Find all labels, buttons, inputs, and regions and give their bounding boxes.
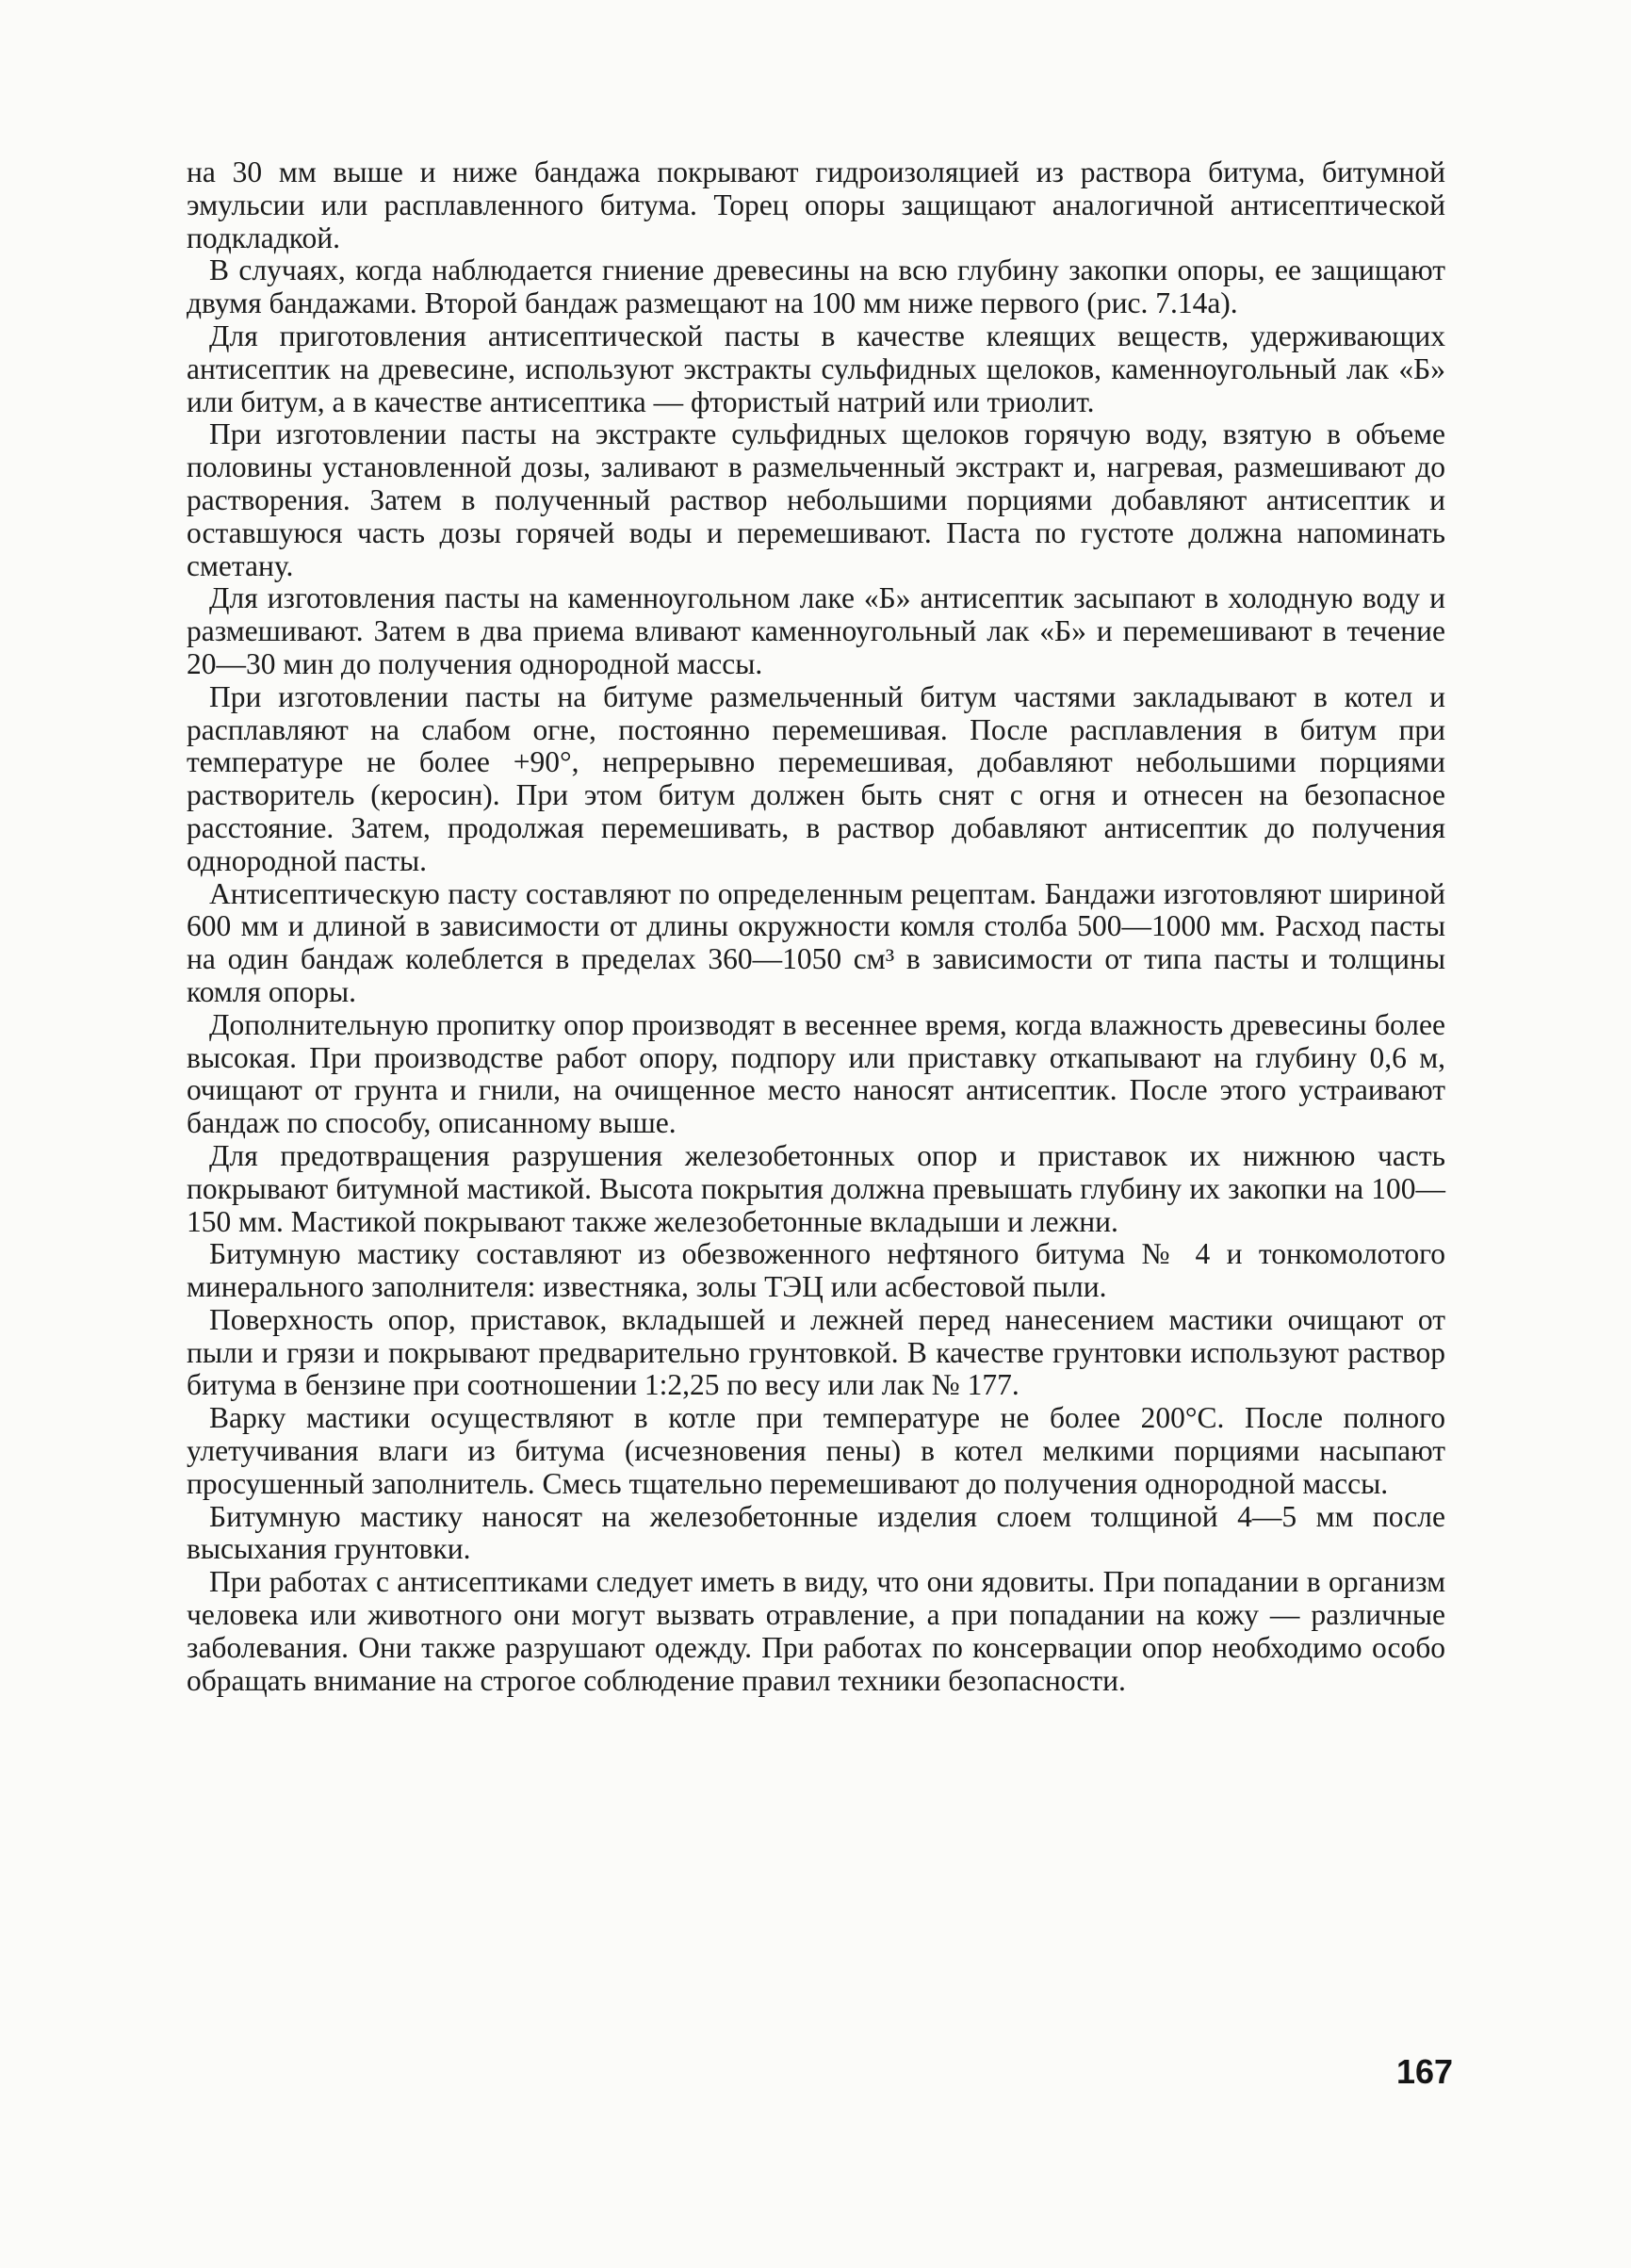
paragraph-8: Дополнительную пропитку опор производят в весеннее время, когда влажность древесины более высокая. При производстве работ опору, подпору или приставку откапывают на глубину 0,6 м, очищают от грунта и гнили, на очищенное место наносят антисептик. После этого устраивают бандаж по способу, описанному выше.	[187, 1007, 1445, 1140]
paragraph-3: Для приготовления антисептической пасты в качестве клеящих веществ, удерживающих антисептик на древесине, используют экстракты сульфидных щелоков, каменноугольный лак «Б» или битум, а в качестве антисептика — фтористый натрий или триолит.	[187, 318, 1445, 418]
paragraph-9: Для предотвращения разрушения железобетонных опор и приставок их нижнюю часть покрывают битумной мастикой. Высота покрытия должна превышать глубину их закопки на 100—150 мм. Мастикой покрывают также железобетонные вкладыши и лежни.	[187, 1138, 1445, 1238]
paragraph-2: В случаях, когда наблюдается гниение древесины на всю глубину закопки опоры, ее защищают двумя бандажами. Второй бандаж размещают на 100 мм ниже первого (рис. 7.14а).	[187, 253, 1445, 320]
body-text	[187, 156, 1445, 1697]
paragraph-6: При изготовлении пасты на битуме размельченный битум частями закладывают в котел и расплавляют на слабом огне, постоянно перемешивая. После расплавления в битум при температуре не более +90°, непрерывно перемешивая, добавляют небольшими порциями растворитель (керосин). При этом битум должен быть снят с огня и отнесен на безопасное расстояние. Затем, продолжая перемешивать, в раствор добавляют антисептик до получения однородной пасты.	[187, 679, 1445, 877]
paragraph-5: Для изготовления пасты на каменноугольном лаке «Б» антисептик засыпают в холодную воду и размешивают. Затем в два приема вливают каменноугольный лак «Б» и перемешивают в течение 20—30 мин до получения однородной массы.	[187, 581, 1445, 680]
paragraph-7: Антисептическую пасту составляют по определенным рецептам. Бандажи изготовляют шириной 600 мм и длиной в зависимости от длины окружности комля столба 500—1000 мм. Расход пасты на один бандаж колеблется в пределах 360—1050 см³ в зависимости от типа пасты и толщины комля опоры.	[187, 876, 1445, 1008]
paragraph-4: При изготовлении пасты на экстракте сульфидных щелоков горячую воду, взятую в объеме половины установленной дозы, заливают в размельченный экстракт и, нагревая, размешивают до растворения. Затем в полученный раствор небольшими порциями добавляют антисептик и оставшуюся часть дозы горячей воды и перемешивают. Паста по густоте должна напоминать сметану.	[187, 417, 1445, 582]
paragraph-10: Битумную мастику составляют из обезвоженного нефтяного битума № 4 и тонкомолотого минерального заполнителя: известняка, золы ТЭЦ или асбестовой пыли.	[187, 1237, 1445, 1304]
paragraph-1: на 30 мм выше и ниже бандажа покрывают гидроизоляцией из раствора битума, битумной эмульсии или расплавленного битума. Торец опоры защищают аналогичной антисептической подкладкой.	[187, 155, 1445, 254]
paragraph-13: Битумную мастику наносят на железобетонные изделия слоем толщиной 4—5 мм после высыхания грунтовки.	[187, 1499, 1445, 1566]
paragraph-12: Варку мастики осуществляют в котле при температуре не более 200°С. После полного улетучивания влаги из битума (исчезновения пены) в котел мелкими порциями насыпают просушенный заполнитель. Смесь тщательно перемешивают до получения однородной массы.	[187, 1401, 1445, 1500]
paragraph-11: Поверхность опор, приставок, вкладышей и лежней перед нанесением мастики очищают от пыли и грязи и покрывают предварительно грунтовкой. В качестве грунтовки используют раствор битума в бензине при соотношении 1:2,25 по весу или лак № 177.	[187, 1302, 1445, 1402]
paragraph-14: При работах с антисептиками следует иметь в виду, что они ядовиты. При попадании в организм человека или животного они могут вызвать отравление, а при попадании на кожу — различные заболевания. Они также разрушают одежду. При работах по консервации опор необходимо особо обращать внимание на строгое соблюдение правил техники безопасности.	[187, 1565, 1445, 1697]
page-number: 167	[1396, 2052, 1454, 2091]
